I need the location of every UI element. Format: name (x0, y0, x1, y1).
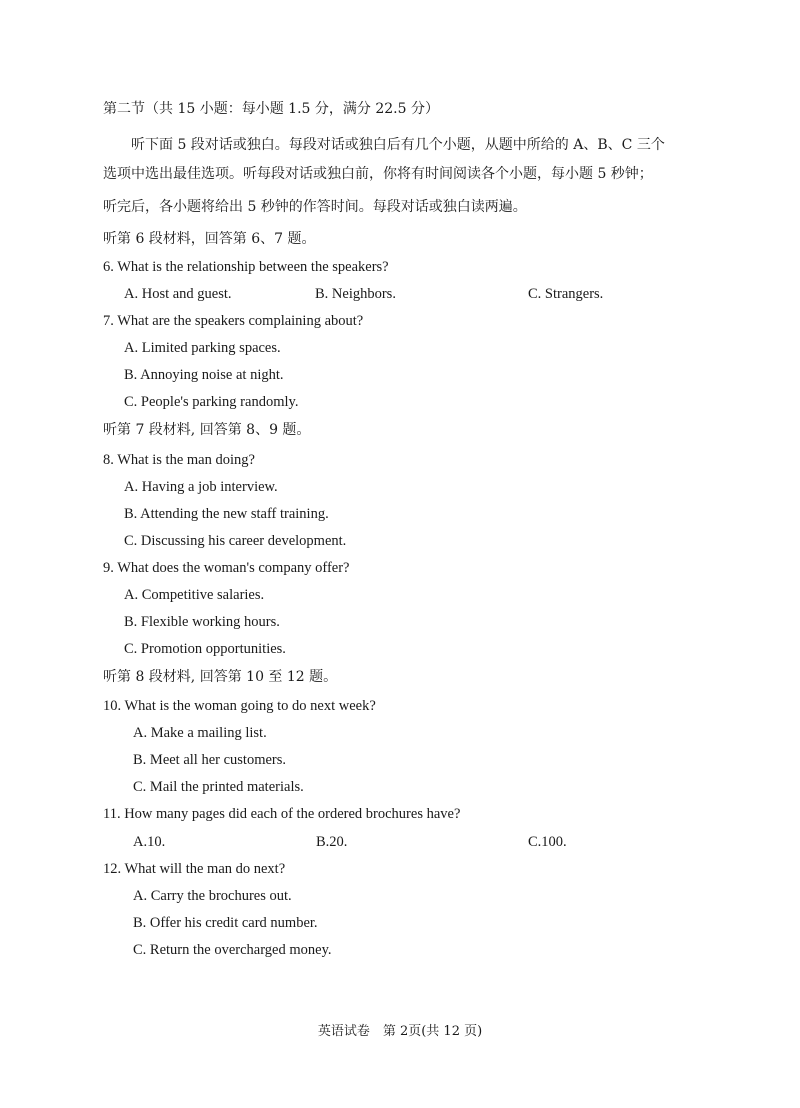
question-7-option-c: C. People's parking randomly. (124, 394, 299, 410)
question-11: 11. How many pages did each of the ordered brochures have? (103, 806, 461, 822)
question-7-option-a: A. Limited parking spaces. (124, 340, 281, 356)
question-11-option-b: B.20. (316, 834, 348, 850)
question-7: 7. What are the speakers complaining about? (103, 313, 364, 329)
question-7-option-b: B. Annoying noise at night. (124, 367, 284, 383)
question-6: 6. What is the relationship between the speakers? (103, 259, 389, 275)
question-6-option-b: B. Neighbors. (315, 286, 396, 302)
question-8-option-b: B. Attending the new staff training. (124, 506, 329, 522)
question-10-option-c: C. Mail the printed materials. (133, 779, 304, 795)
instruction-line-2: 选项中选出最佳选项。听每段对话或独白前，你将有时间阅读各个小题，每小题 5 秒钟； (103, 166, 653, 182)
question-12-option-c: C. Return the overcharged money. (133, 942, 332, 958)
question-9: 9. What does the woman's company offer? (103, 560, 350, 576)
material-7-label: 听第 7 段材料, 回答第 8、9 题。 (103, 422, 311, 438)
page-footer: 英语试卷 第 2页(共 12 页) (317, 1024, 483, 1039)
question-12-option-a: A. Carry the brochures out. (133, 888, 292, 904)
question-10-option-a: A. Make a mailing list. (133, 725, 267, 741)
question-8: 8. What is the man doing? (103, 452, 255, 468)
question-8-option-a: A. Having a job interview. (124, 479, 278, 495)
question-11-option-a: A.10. (133, 834, 166, 850)
material-8-label: 听第 8 段材料, 回答第 10 至 12 题。 (103, 669, 338, 685)
question-12: 12. What will the man do next? (103, 861, 286, 877)
question-9-option-a: A. Competitive salaries. (124, 587, 265, 603)
instruction-line-3: 听完后，各小题将给出 5 秒钟的作答时间。每段对话或独白读两遍。 (103, 199, 527, 215)
question-9-option-c: C. Promotion opportunities. (124, 641, 286, 657)
question-10-option-b: B. Meet all her customers. (133, 752, 287, 768)
question-10: 10. What is the woman going to do next week? (103, 698, 376, 714)
material-6-label: 听第 6 段材料，回答第 6、7 题。 (103, 231, 316, 247)
question-6-option-c: C. Strangers. (528, 286, 604, 302)
section-heading: 第二节（共 15 小题：每小题 1.5 分，满分 22.5 分） (103, 101, 439, 117)
question-6-option-a: A. Host and guest. (124, 286, 232, 302)
instruction-line-1: 听下面 5 段对话或独白。每段对话或独白后有几个小题，从题中所给的 A、B、C 三个 (131, 137, 665, 153)
question-11-option-c: C.100. (528, 834, 567, 850)
question-9-option-b: B. Flexible working hours. (124, 614, 280, 630)
question-12-option-b: B. Offer his credit card number. (133, 915, 318, 931)
question-8-option-c: C. Discussing his career development. (124, 533, 347, 549)
